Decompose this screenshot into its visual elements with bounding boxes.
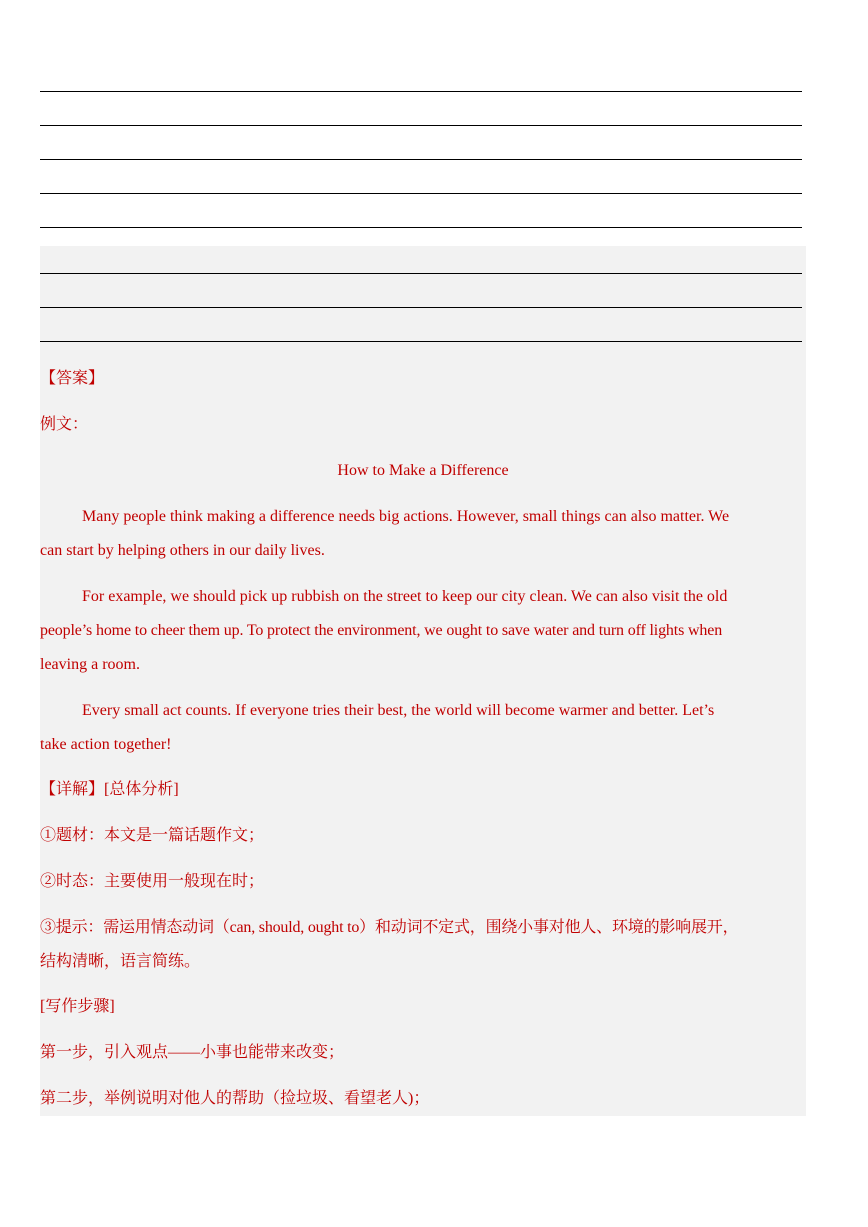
- writing-line: [40, 125, 802, 126]
- analysis-item: 结构清晰，语言简练。: [40, 953, 201, 970]
- essay-paragraph-1-line: Many people think making a difference needs big actions. However, small things can also matter. We: [82, 508, 730, 525]
- essay-title: How to Make a Difference: [337, 462, 509, 479]
- answer-label: 【答案】: [40, 370, 105, 387]
- writing-line: [40, 307, 802, 308]
- essay-paragraph-1-line: can start by helping others in our daily lives.: [40, 542, 325, 559]
- analysis-item: ③提示：需运用情态动词（can, should, ought to）和动词不定式，围绕小事对他人、环境的影响展开，: [40, 919, 739, 936]
- analysis-item: ②时态：主要使用一般现在时；: [40, 873, 265, 890]
- steps-heading: [写作步骤]: [40, 998, 115, 1015]
- writing-line: [40, 227, 802, 228]
- sample-label: 例文：: [40, 416, 89, 433]
- step-item: 第二步，举例说明对他人的帮助（捡垃圾、看望老人)；: [40, 1090, 430, 1107]
- essay-paragraph-3-line: Every small act counts. If everyone tries their best, the world will become warmer and better. Let’s: [82, 702, 715, 719]
- essay-paragraph-2-line: people’s home to cheer them up. To protect the environment, we ought to save water and turn off lights when: [40, 622, 723, 639]
- essay-paragraph-2-line: leaving a room.: [40, 656, 140, 673]
- step-item: 第一步，引入观点——小事也能带来改变；: [40, 1044, 345, 1061]
- writing-line: [40, 159, 802, 160]
- analysis-item: ①题材：本文是一篇话题作文；: [40, 827, 265, 844]
- essay-paragraph-3-line: take action together!: [40, 736, 172, 753]
- writing-line: [40, 341, 802, 342]
- writing-line: [40, 273, 802, 274]
- writing-line: [40, 91, 802, 92]
- writing-line: [40, 193, 802, 194]
- essay-paragraph-2-line: For example, we should pick up rubbish on the street to keep our city clean. We can also visit the old: [82, 588, 728, 605]
- analysis-heading: 【详解】[总体分析]: [40, 781, 179, 798]
